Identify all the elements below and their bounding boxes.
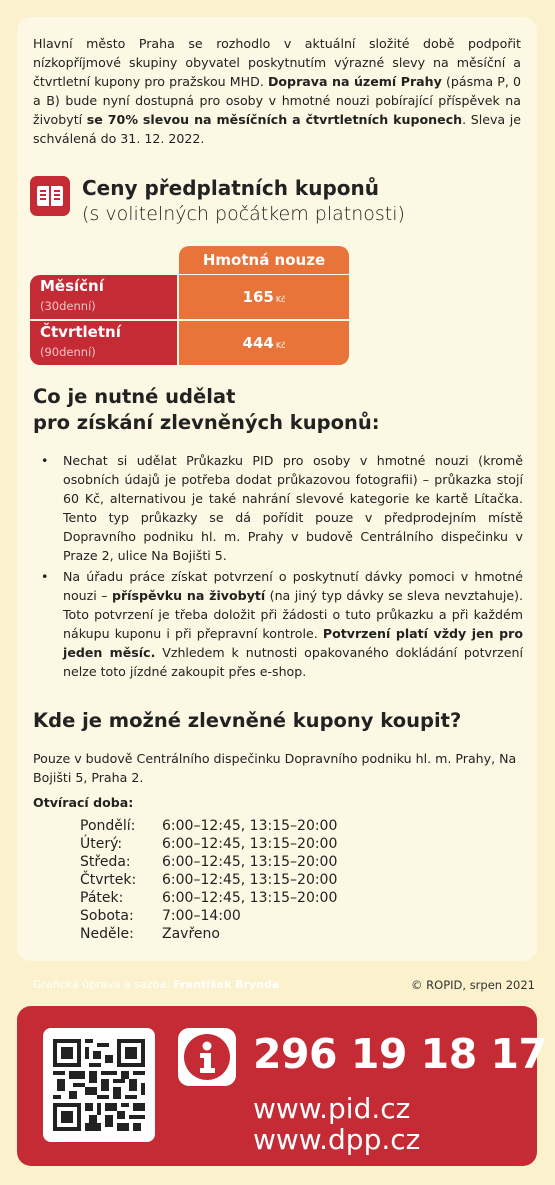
day-cell: Sobota: [80,908,134,924]
intro-text: . Sleva je schválená do 31. 12. 2022. [33,112,521,146]
day-cell: Neděle: [80,926,134,942]
list-text: (na jiný typ dávky se sleva nevztahuje). Toto potvrzení je třeba doložit při žádosti o tuto průkazku a při každém nákupu kuponu i při přepravní kontrole. [63,588,523,641]
ticket-icon [30,176,70,216]
list-bold: příspěvku na živobytí [111,588,266,603]
intro-text: (pásma P, 0 a B) bude nyní dostupná pro osoby v hmotné nouzi pobírající příspěvek na živobytí [33,74,521,127]
where-to-buy-title: Kde je možné zlevněné kupony koupit? [33,709,462,732]
credit-label: Grafická úprava a sazba: [33,978,174,991]
prices-subtitle: (s volitelných počátkem platnosti) [82,203,405,225]
time-cell: 6:00–12:45, 13:15–20:00 [162,818,338,834]
requirements-list [33,451,523,683]
intro-bold-area: Doprava na území Prahy [267,74,442,89]
qr-code-icon[interactable] [43,1028,155,1142]
price-row-monthly [30,275,349,319]
website-link-pid[interactable]: www.pid.cz [253,1092,411,1125]
table-row [80,907,337,925]
list-text: Vzhledem k nutnosti opakovaného dokládání potvrzení nelze toto jízdné zakoupit přes e-shop. [63,645,523,679]
opening-hours-table [80,817,337,943]
contact-footer [17,1006,547,1166]
price-value [179,321,349,365]
requirements-title-2: pro získání zlevněných kuponů: [33,411,380,434]
prices-title: Ceny předplatních kuponů [82,176,379,200]
table-row [80,817,337,835]
time-cell: 7:00–14:00 [162,908,241,924]
time-cell: Zavřeno [162,926,220,942]
list-item: • Nechat si udělat Průkazku PID pro osoby v hmotné nouzi (kromě osobních údajů je potřeba dodat průkazovou fotografii) – průkazka stojí 60 Kč, alternativou je také nahrání slevové kategorie ke kartě Lítačka. Tento typ průkazky se dá pořídit pouze v předprodejním místě Dopravního podniku hl. m. Prahy v budově Centrálního dispečinku v Praze 2, ulice Na Bojišti 5. [63,451,523,565]
table-row [80,853,337,871]
time-cell: 6:00–12:45, 13:15–20:00 [162,890,338,906]
list-text: Na úřadu práce získat potvrzení o poskytnutí dávky pomoci v hmotné nouzi – [63,569,523,603]
website-link-dpp[interactable]: www.dpp.cz [253,1123,421,1156]
table-row [80,925,337,943]
credit-author: František Brynda [173,978,280,991]
price-amount: 444 [242,334,274,352]
opening-hours-title: Otvírací doba: [33,795,134,810]
table-row [80,871,337,889]
day-cell: Pondělí: [80,818,136,834]
ticket-duration: (30denní) [40,299,96,313]
day-cell: Středa: [80,854,131,870]
info-icon [178,1028,236,1086]
day-cell: Pátek: [80,890,124,906]
ticket-name: Měsíční [40,277,104,295]
phone-number[interactable]: 296 19 18 17 [253,1030,547,1078]
price-row-label [30,275,177,319]
intro-paragraph [33,34,521,148]
requirements-title: Co je nutné udělat [33,385,236,408]
time-cell: 6:00–12:45, 13:15–20:00 [162,872,338,888]
table-row [80,889,337,907]
where-to-buy-text: Pouze v budově Centrálního dispečinku Dopravního podniku hl. m. Prahy, Na Bojišti 5, Praha 2. [33,751,517,785]
price-row-quarterly [30,321,349,365]
design-credit [33,978,279,991]
ticket-duration: (90denní) [40,345,96,359]
price-row-label [30,321,177,365]
price-value [179,275,349,319]
day-cell: Čtvrtek: [80,872,137,888]
time-cell: 6:00–12:45, 13:15–20:00 [162,854,338,870]
time-cell: 6:00–12:45, 13:15–20:00 [162,836,338,852]
intro-text: Hlavní město Praha se rozhodlo v aktuální složité době podpořit nízkopříjmové skupiny obyvatel poskytnutím výrazné slevy na měsíční a čtvrtletní kupony pro pražskou MHD. [33,36,521,89]
price-currency: Kč [275,295,286,304]
ticket-name: Čtvrtletní [40,323,121,341]
price-currency: Kč [275,341,286,350]
price-column-header: Hmotná nouze [179,246,349,274]
list-item [63,567,523,681]
price-amount: 165 [242,288,274,306]
copyright: © ROPID, srpen 2021 [411,978,535,992]
table-row [80,835,337,853]
day-cell: Úterý: [80,836,123,852]
list-bold: Potvrzení platí vždy jen pro jeden měsíc. [63,626,523,660]
intro-bold-discount: se 70% slevou na měsíčních a čtvrtletních kuponech [86,112,463,127]
